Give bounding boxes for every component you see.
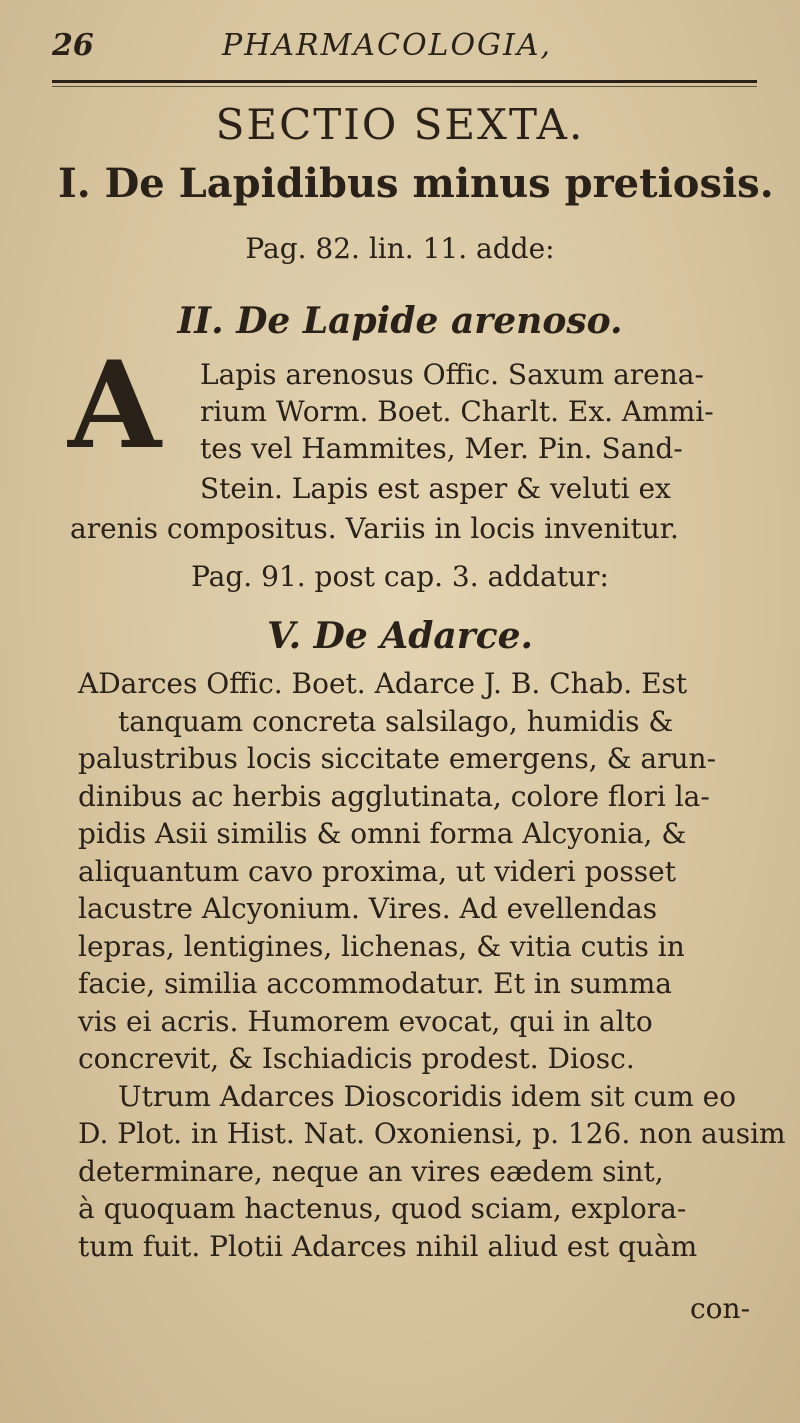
text-line: pidis Asii similis & omni forma Alcyonia, &	[78, 817, 687, 850]
drop-capital: A	[68, 335, 162, 476]
text-line: dinibus ac herbis agglutinata, colore flori la-	[78, 779, 710, 813]
text-line: lacustre Alcyonium. Vires. Ad evellendas	[78, 892, 658, 925]
page-reference-1: Pag. 82. lin. 11. adde:	[245, 232, 555, 265]
text-line: D. Plot. in Hist. Nat. Oxoniensi, p. 126. non ausim	[78, 1117, 786, 1150]
text-line: tanquam concreta salsilago, humidis &	[118, 704, 674, 738]
text-line: vis ei acris. Humorem evocat, qui in alto	[78, 1004, 653, 1038]
text-line: arenis compositus. Variis in locis invenitur.	[70, 512, 679, 545]
text-line: à quoquam hactenus, quod sciam, explora-	[78, 1192, 687, 1225]
section-title: SECTIO SEXTA.	[215, 100, 585, 149]
page-number: 26	[52, 28, 94, 63]
text-line: Lapis arenosus Offic. Saxum arena-	[200, 358, 704, 391]
text-line: Stein. Lapis est asper & veluti ex	[200, 472, 671, 505]
text-line: tes vel Hammites, Mer. Pin. Sand-	[200, 432, 683, 465]
heading-lapidibus: I. De Lapidibus minus pretiosis.	[58, 160, 774, 207]
header-rule	[52, 80, 757, 83]
text-line: ADarces Offic. Boet. Adarce J. B. Chab. Est	[78, 667, 688, 700]
heading-lapide-arenoso: II. De Lapide arenoso.	[177, 300, 623, 342]
catchword: con-	[690, 1292, 751, 1325]
text-line: determinare, neque an vires eædem sint,	[78, 1154, 664, 1188]
adarce-paragraph	[78, 665, 788, 1265]
text-line: aliquantum cavo proxima, ut videri posset	[78, 854, 676, 888]
text-line: concrevit, & Ischiadicis prodest. Diosc.	[78, 1042, 635, 1075]
heading-adarce: V. De Adarce.	[266, 615, 534, 657]
text-line: facie, similia accommodatur. Et in summa	[78, 967, 672, 1000]
text-line: palustribus locis siccitate emergens, & arun-	[78, 742, 717, 775]
running-title: PHARMACOLOGIA,	[222, 28, 553, 63]
text-line: Utrum Adarces Dioscoridis idem sit cum eo	[118, 1079, 737, 1113]
text-line: rium Worm. Boet. Charlt. Ex. Ammi-	[200, 395, 714, 428]
text-line: tum fuit. Plotii Adarces nihil aliud est quàm	[78, 1229, 698, 1263]
page-reference-2: Pag. 91. post cap. 3. addatur:	[191, 560, 609, 593]
header-rule-thin	[52, 86, 757, 87]
text-line: lepras, lentigines, lichenas, & vitia cutis in	[78, 929, 685, 963]
page-header	[52, 22, 752, 70]
